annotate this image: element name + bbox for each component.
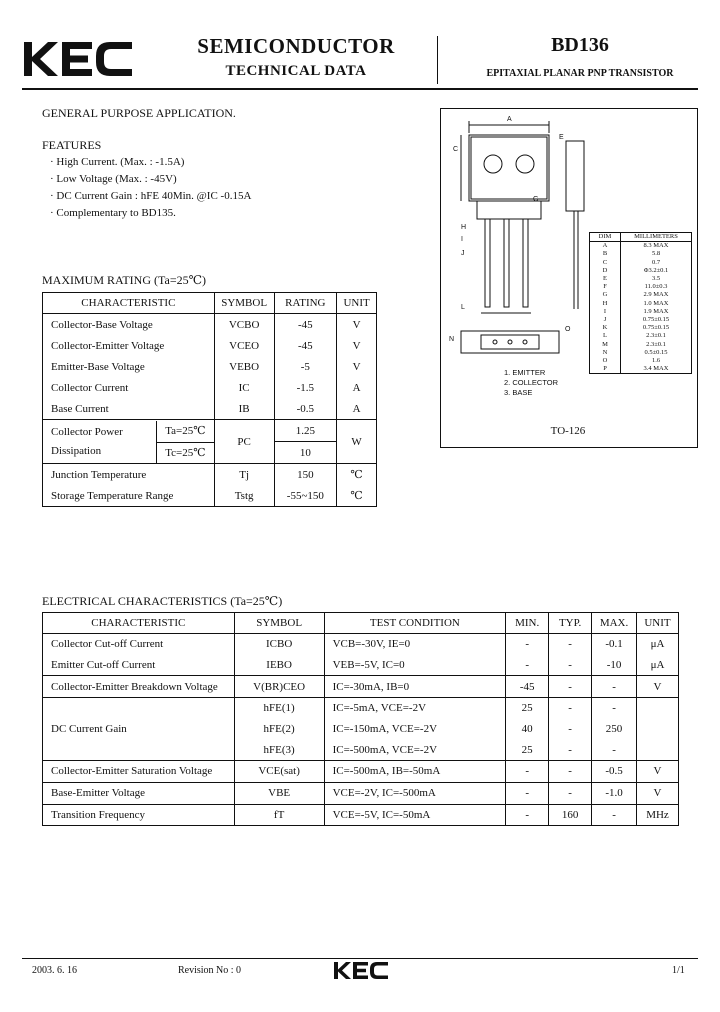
cell-unit bbox=[637, 698, 679, 761]
cell-min: - bbox=[506, 782, 549, 804]
cell-rating: 150 bbox=[274, 464, 337, 486]
col-characteristic: CHARACTERISTIC bbox=[43, 293, 215, 314]
dim-value: 8.3 MAX bbox=[643, 242, 669, 250]
table-row bbox=[43, 335, 377, 356]
cell-max: - bbox=[592, 804, 637, 826]
cell-rating: -45 bbox=[274, 335, 337, 356]
cell-max: -10 bbox=[592, 655, 637, 676]
cell-symbol: Tj bbox=[214, 464, 274, 486]
dim-value: 0.75±0.15 bbox=[642, 316, 670, 324]
cell-min: 25 bbox=[506, 698, 549, 719]
header-divider bbox=[437, 36, 438, 84]
cell-min: -45 bbox=[506, 676, 549, 698]
cell-characteristic: Collector-Base Voltage bbox=[51, 318, 153, 331]
dim-row bbox=[590, 349, 692, 357]
dim-letter: B bbox=[590, 250, 621, 258]
col-characteristic: CHARACTERISTIC bbox=[43, 613, 235, 634]
cell-symbol: PC bbox=[214, 420, 274, 464]
dim-letter: G bbox=[590, 291, 621, 299]
cell-typ: - bbox=[549, 655, 592, 676]
col-rating: RATING bbox=[274, 293, 337, 314]
table-header-row bbox=[43, 613, 679, 634]
cell-symbol: IB bbox=[214, 398, 274, 420]
cell-symbol: hFE(1) bbox=[234, 698, 324, 719]
cell-symbol: VBE bbox=[234, 782, 324, 804]
dim-value: 0.5±0.15 bbox=[644, 348, 668, 356]
svg-text:L: L bbox=[461, 304, 465, 311]
cell-rating: -55~150 bbox=[274, 485, 337, 507]
table-row bbox=[43, 761, 679, 783]
cell-typ: 160 bbox=[549, 804, 592, 826]
dim-letter: L bbox=[590, 332, 621, 340]
table-row bbox=[43, 356, 377, 377]
cell-unit: V bbox=[637, 761, 679, 783]
cell-unit: V bbox=[637, 782, 679, 804]
dim-value: 1.6 bbox=[651, 357, 661, 365]
svg-text:A: A bbox=[507, 116, 512, 123]
cell-characteristic bbox=[43, 420, 215, 464]
cell-max: - bbox=[592, 676, 637, 698]
features-heading: FEATURES bbox=[42, 138, 102, 152]
electrical-table bbox=[42, 612, 679, 826]
dim-value: 2.3±0.1 bbox=[646, 340, 666, 348]
cell-rating: 1.25 bbox=[274, 420, 337, 442]
dim-header-row bbox=[590, 233, 692, 242]
table-row bbox=[43, 485, 377, 507]
col-max: MAX. bbox=[592, 613, 637, 634]
svg-text:J: J bbox=[461, 250, 465, 257]
dim-letter: E bbox=[590, 275, 621, 283]
col-condition: TEST CONDITION bbox=[324, 613, 506, 634]
dim-row bbox=[590, 259, 692, 267]
table-row bbox=[43, 314, 377, 336]
cell-min: 40 bbox=[506, 719, 549, 740]
power-cond-2: Tc=25℃ bbox=[165, 446, 206, 459]
dim-row bbox=[590, 250, 692, 258]
cell-characteristic: DC Current Gain bbox=[43, 698, 235, 761]
dim-row bbox=[590, 283, 692, 291]
cell-symbol: VCBO bbox=[214, 314, 274, 336]
feature-item: · DC Current Gain : hFE 40Min. @IC -0.15A bbox=[50, 190, 252, 202]
col-typ: TYP. bbox=[549, 613, 592, 634]
feature-item: · Complementary to BD135. bbox=[50, 207, 176, 219]
cell-symbol: VCEO bbox=[214, 335, 274, 356]
dim-value: 0.7 bbox=[651, 258, 661, 266]
table-row bbox=[43, 655, 679, 676]
dim-letter: A bbox=[590, 242, 621, 251]
cell-symbol: IC bbox=[214, 377, 274, 398]
cell-characteristic: Collector-Emitter Breakdown Voltage bbox=[43, 676, 235, 698]
cell-typ: - bbox=[549, 676, 592, 698]
cell-symbol: V(BR)CEO bbox=[234, 676, 324, 698]
cell-characteristic: Base-Emitter Voltage bbox=[43, 782, 235, 804]
table-row bbox=[43, 377, 377, 398]
cell-unit: V bbox=[337, 335, 377, 356]
max-rating-table bbox=[42, 292, 377, 507]
footer-date: 2003. 6. 16 bbox=[32, 965, 77, 976]
cell-condition: IC=-5mA, VCE=-2V bbox=[324, 698, 506, 719]
dim-letter: M bbox=[590, 341, 621, 349]
cell-unit: V bbox=[337, 314, 377, 336]
cell-characteristic: Junction Temperature bbox=[43, 464, 215, 486]
dim-letter: P bbox=[590, 365, 621, 374]
table-row-gain bbox=[43, 698, 679, 719]
col-unit: UNIT bbox=[337, 293, 377, 314]
table-row bbox=[43, 398, 377, 420]
cell-condition: IC=-500mA, IB=-50mA bbox=[324, 761, 506, 783]
electrical-heading: ELECTRICAL CHARACTERISTICS (Ta=25℃) bbox=[42, 594, 283, 608]
cell-characteristic: Collector-Emitter Voltage bbox=[51, 339, 165, 352]
footer-page: 1/1 bbox=[672, 965, 685, 976]
power-cond-1: Ta=25℃ bbox=[157, 421, 214, 443]
cell-characteristic: Transition Frequency bbox=[43, 804, 235, 826]
cell-condition: VCB=-30V, IE=0 bbox=[324, 634, 506, 655]
dimension-table bbox=[589, 232, 692, 374]
cell-characteristic: Base Current bbox=[51, 402, 109, 415]
dim-value: 3.4 MAX bbox=[643, 365, 669, 373]
cell-condition: VEB=-5V, IC=0 bbox=[324, 655, 506, 676]
part-description: EPITAXIAL PLANAR PNP TRANSISTOR bbox=[486, 68, 674, 79]
dim-header-mm: MILLIMETERS bbox=[621, 233, 692, 242]
table-row bbox=[43, 804, 679, 826]
cell-max: 250 bbox=[592, 719, 637, 740]
table-row bbox=[43, 782, 679, 804]
dim-value: 3.5 bbox=[651, 275, 661, 283]
dim-row bbox=[590, 324, 692, 332]
cell-characteristic: Emitter-Base Voltage bbox=[51, 360, 145, 373]
cell-max: -1.0 bbox=[592, 782, 637, 804]
cell-symbol: VEBO bbox=[214, 356, 274, 377]
dim-row bbox=[590, 316, 692, 324]
dim-value: 5.8 bbox=[651, 250, 661, 258]
cell-condition: VCE=-5V, IC=-50mA bbox=[324, 804, 506, 826]
table-header-row bbox=[43, 293, 377, 314]
max-rating-heading: MAXIMUM RATING (Ta=25℃) bbox=[42, 273, 207, 287]
table-row bbox=[43, 464, 377, 486]
cell-typ: - bbox=[549, 739, 592, 760]
cell-symbol: fT bbox=[234, 804, 324, 826]
dim-row bbox=[590, 308, 692, 316]
dim-row bbox=[590, 300, 692, 308]
cell-condition: VCE=-2V, IC=-500mA bbox=[324, 782, 506, 804]
power-label-1: Collector Power bbox=[51, 425, 123, 438]
svg-text:I: I bbox=[461, 236, 463, 243]
cell-rating: -1.5 bbox=[274, 377, 337, 398]
pin-legend bbox=[504, 368, 558, 398]
cell-unit: ℃ bbox=[337, 485, 377, 507]
cell-typ: - bbox=[549, 782, 592, 804]
footer-revision: Revision No : 0 bbox=[178, 965, 242, 976]
cell-symbol: Tstg bbox=[214, 485, 274, 507]
footer-kec-logo bbox=[333, 961, 389, 980]
cell-symbol: VCE(sat) bbox=[234, 761, 324, 783]
dim-letter: I bbox=[590, 308, 621, 316]
dim-row bbox=[590, 275, 692, 283]
table-row bbox=[43, 676, 679, 698]
footer-rule bbox=[22, 958, 698, 959]
dim-row bbox=[590, 242, 692, 251]
cell-typ: - bbox=[549, 698, 592, 719]
cell-symbol: hFE(3) bbox=[234, 739, 324, 760]
cell-min: - bbox=[506, 761, 549, 783]
cell-min: - bbox=[506, 655, 549, 676]
cell-min: - bbox=[506, 804, 549, 826]
cell-symbol: IEBO bbox=[234, 655, 324, 676]
pin-1-label: 1. EMITTER bbox=[504, 368, 546, 377]
cell-symbol: ICBO bbox=[234, 634, 324, 655]
svg-text:C: C bbox=[453, 146, 459, 153]
cell-condition: IC=-30mA, IB=0 bbox=[324, 676, 506, 698]
cell-characteristic: Collector-Emitter Saturation Voltage bbox=[43, 761, 235, 783]
cell-unit: μA bbox=[637, 655, 679, 676]
dim-letter: K bbox=[590, 324, 621, 332]
table-row-power bbox=[43, 420, 377, 442]
cell-condition: IC=-500mA, VCE=-2V bbox=[324, 739, 506, 760]
table-row bbox=[43, 634, 679, 655]
cell-typ: - bbox=[549, 761, 592, 783]
dim-letter: C bbox=[590, 259, 621, 267]
cell-typ: - bbox=[549, 719, 592, 740]
cell-max: -0.1 bbox=[592, 634, 637, 655]
dim-letter: F bbox=[590, 283, 621, 291]
header-rule bbox=[22, 88, 698, 90]
svg-text:O: O bbox=[565, 326, 571, 333]
application-text: GENERAL PURPOSE APPLICATION. bbox=[42, 106, 236, 120]
cell-max: - bbox=[592, 739, 637, 760]
cell-unit: W bbox=[337, 420, 377, 464]
dim-value: 11.0±0.3 bbox=[644, 283, 668, 291]
package-name: TO-126 bbox=[550, 425, 586, 437]
cell-rating: 10 bbox=[274, 442, 337, 464]
cell-max: - bbox=[592, 698, 637, 719]
header-title: SEMICONDUCTOR bbox=[197, 34, 395, 58]
dim-value: 2.9 MAX bbox=[643, 291, 669, 299]
dim-row bbox=[590, 365, 692, 374]
cell-unit: μA bbox=[637, 634, 679, 655]
cell-rating: -5 bbox=[274, 356, 337, 377]
cell-rating: -0.5 bbox=[274, 398, 337, 420]
svg-text:H: H bbox=[461, 224, 467, 231]
part-number: BD136 bbox=[551, 34, 609, 56]
dim-row bbox=[590, 267, 692, 275]
cell-min: - bbox=[506, 634, 549, 655]
cell-unit: V bbox=[337, 356, 377, 377]
cell-min: 25 bbox=[506, 739, 549, 760]
dim-value: 1.0 MAX bbox=[643, 299, 669, 307]
dim-row bbox=[590, 291, 692, 299]
cell-characteristic: Emitter Cut-off Current bbox=[51, 659, 156, 672]
col-symbol: SYMBOL bbox=[234, 613, 324, 634]
dim-value: Φ3.2±0.1 bbox=[643, 266, 669, 274]
dim-row bbox=[590, 341, 692, 349]
dim-letter: D bbox=[590, 267, 621, 275]
dim-header-dim: DIM bbox=[590, 233, 621, 242]
dim-value: 0.75±0.15 bbox=[642, 324, 670, 332]
pin-2-label: 2. COLLECTOR bbox=[504, 378, 559, 387]
cell-unit: A bbox=[337, 377, 377, 398]
dim-value: 2.3±0.1 bbox=[646, 332, 666, 340]
col-unit: UNIT bbox=[637, 613, 679, 634]
cell-condition: IC=-150mA, VCE=-2V bbox=[324, 719, 506, 740]
svg-text:N: N bbox=[449, 336, 455, 343]
dim-row bbox=[590, 332, 692, 340]
cell-typ: - bbox=[549, 634, 592, 655]
feature-item: · Low Voltage (Max. : -45V) bbox=[50, 173, 177, 185]
cell-characteristic: Collector Current bbox=[51, 381, 129, 394]
svg-text:G: G bbox=[533, 196, 539, 203]
feature-item: · High Current. (Max. : -1.5A) bbox=[50, 156, 185, 168]
power-label-2: Dissipation bbox=[51, 444, 102, 457]
header-subtitle: TECHNICAL DATA bbox=[225, 63, 367, 79]
cell-characteristic: Collector Cut-off Current bbox=[51, 638, 164, 651]
cell-characteristic: Storage Temperature Range bbox=[51, 489, 174, 502]
dim-row bbox=[590, 357, 692, 365]
cell-rating: -45 bbox=[274, 314, 337, 336]
dim-letter: H bbox=[590, 300, 621, 308]
cell-unit: A bbox=[337, 398, 377, 420]
kec-logo bbox=[22, 40, 134, 78]
cell-unit: V bbox=[637, 676, 679, 698]
pin-3-label: 3. BASE bbox=[504, 388, 533, 397]
dim-letter: O bbox=[590, 357, 621, 365]
cell-max: -0.5 bbox=[592, 761, 637, 783]
cell-symbol: hFE(2) bbox=[234, 719, 324, 740]
dim-value: 1.9 MAX bbox=[643, 307, 669, 315]
dim-letter: J bbox=[590, 316, 621, 324]
dim-letter: N bbox=[590, 349, 621, 357]
cell-unit: MHz bbox=[637, 804, 679, 826]
svg-text:E: E bbox=[559, 134, 564, 141]
col-symbol: SYMBOL bbox=[214, 293, 274, 314]
cell-unit: ℃ bbox=[337, 464, 377, 486]
col-min: MIN. bbox=[506, 613, 549, 634]
